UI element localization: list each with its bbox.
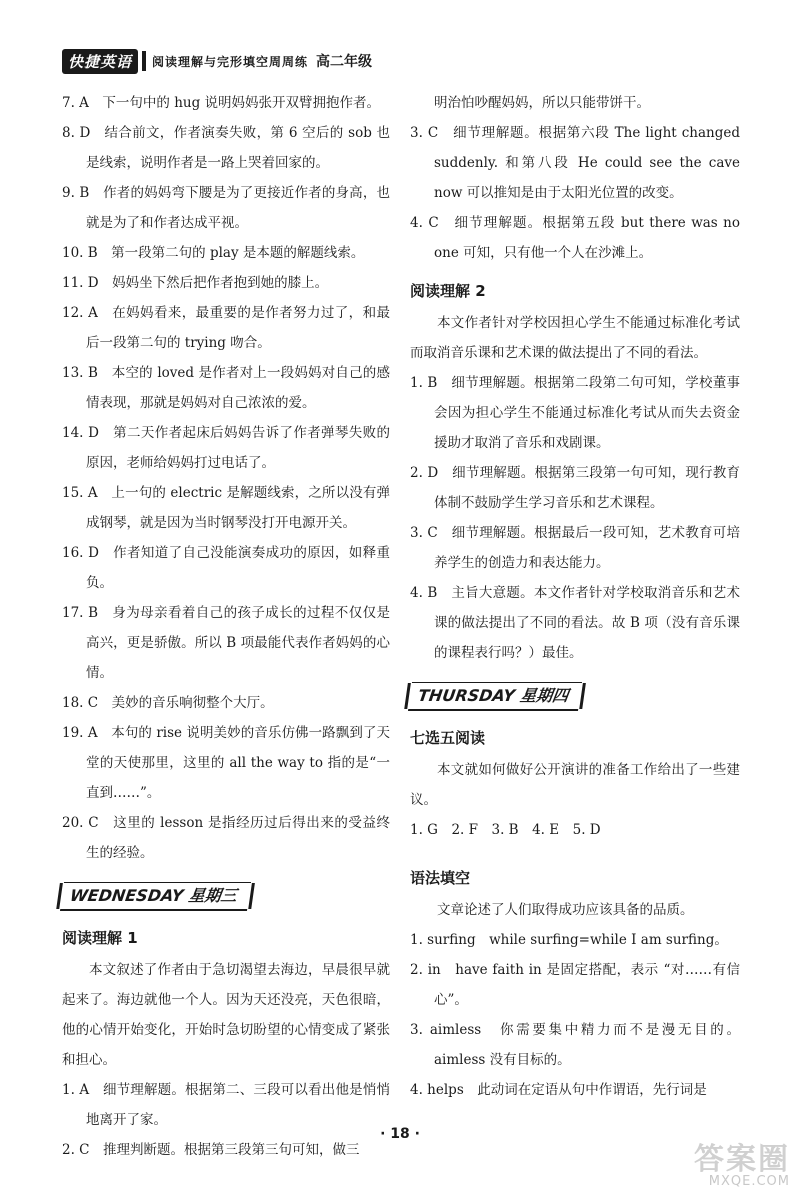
section-summary: 本文作者针对学校因担心学生不能通过标准化考试而取消音乐课和艺术课的做法提出了不同的看法。 — [410, 315, 740, 361]
answer-item: 3. C 细节理解题。根据第六段 The light changed suddenly. 和第八段 He could see the cave now 可以推知是由于太阳光位置的改变。 — [410, 125, 740, 201]
answer-item: 3. aimless 你需要集中精力而不是漫无目的。aimless 没有目标的。 — [410, 1022, 740, 1068]
answer-item: 1. A 细节理解题。根据第二、三段可以看出他是悄悄地离开了家。 — [62, 1082, 390, 1128]
answer-item: 1. B 细节理解题。根据第二段第二句可知，学校董事会因为担心学生不能通过标准化考试从而失去资金援助才取消了音乐和戏剧课。 — [410, 375, 740, 451]
brand-logo: 快捷英语 — [62, 49, 138, 74]
watermark-logo — [640, 1134, 790, 1194]
section-title: 阅读理解 1 — [62, 929, 138, 947]
answer-list-1 — [62, 88, 390, 868]
answer-item: 16. D 作者知道了自己没能演奏成功的原因，如释重负。 — [62, 545, 390, 591]
section-summary: 本文就如何做好公开演讲的准备工作给出了一些建议。 — [410, 762, 740, 808]
answer-item: 13. B 本空的 loved 是作者对上一段妈妈对自己的感情表现，那就是妈妈对自己浓浓的爱。 — [62, 365, 390, 411]
section-title: 阅读理解 2 — [410, 282, 486, 300]
section-title: 语法填空 — [410, 869, 471, 887]
right-column — [410, 88, 740, 1105]
answer-item: 1. surfing while surfing=while I am surfing。 — [410, 932, 728, 948]
continued-text: 明治怕吵醒妈妈，所以只能带饼干。 — [434, 95, 650, 111]
answer-item: 4. C 细节理解题。根据第五段 but there was no one 可知，只有他一个人在沙滩上。 — [410, 215, 740, 261]
page-number: · 18 · — [380, 1126, 420, 1142]
answer-key-line: 1. G 2. F 3. B 4. E 5. D — [410, 822, 601, 838]
answer-item: 2. D 细节理解题。根据第三段第一句可知，现行教育体制不鼓励学生学习音乐和艺术课程。 — [410, 465, 740, 511]
answer-item: 10. B 第一段第二句的 play 是本题的解题线索。 — [62, 245, 365, 261]
answer-item: 19. A 本句的 rise 说明美妙的音乐仿佛一路飘到了天堂的天使那里，这里的 all the way to 指的是“一直到……”。 — [62, 725, 390, 801]
answer-item: 4. B 主旨大意题。本文作者针对学校取消音乐和艺术课的做法提出了不同的看法。故 B 项（没有音乐课的课程表行吗？）最佳。 — [410, 585, 740, 661]
section-summary: 本文叙述了作者由于急切渴望去海边，早晨很早就起来了。海边就他一个人。因为天还没亮，天色很暗，他的心情开始变化，开始时急切盼望的心情变成了紧张和担心。 — [62, 962, 390, 1068]
answer-item: 2. in have faith in 是固定搭配，表示 “对……有信心”。 — [410, 962, 740, 1008]
page-header — [62, 48, 372, 74]
header-divider — [142, 51, 146, 71]
answer-item: 20. C 这里的 lesson 是指经历过后得出来的受益终生的经验。 — [62, 815, 390, 861]
grade-label: 高二年级 — [316, 54, 373, 70]
answer-item: 12. A 在妈妈看来，最重要的是作者努力过了，和最后一段第二句的 trying 吻合。 — [62, 305, 390, 351]
answer-item: 3. C 细节理解题。根据最后一段可知，艺术教育可培养学生的创造力和表达能力。 — [410, 525, 740, 571]
section-title: 七选五阅读 — [410, 729, 486, 747]
answer-item: 9. B 作者的妈妈弯下腰是为了更接近作者的身高，也就是为了和作者达成平视。 — [62, 185, 390, 231]
book-title: 阅读理解与完形填空周周练 — [152, 54, 309, 69]
day-banner-thursday: THURSDAY 星期四 — [408, 682, 582, 711]
answer-item: 11. D 妈妈坐下然后把作者抱到她的膝上。 — [62, 275, 329, 291]
answer-item: 8. D 结合前文，作者演奏失败，第 6 空后的 sob 也是线索，说明作者是一路上哭着回家的。 — [62, 125, 390, 171]
answer-item: 14. D 第二天作者起床后妈妈告诉了作者弹琴失败的原因，老师给妈妈打过电话了。 — [62, 425, 390, 471]
answer-item: 17. B 身为母亲看着自己的孩子成长的过程不仅仅是高兴，更是骄傲。所以 B 项最能代表作者妈妈的心情。 — [62, 605, 390, 681]
answer-item: 18. C 美妙的音乐响彻整个大厅。 — [62, 695, 274, 711]
left-column — [62, 88, 390, 1165]
answer-item: 2. C 推理判断题。根据第三段第三句可知，做三 — [62, 1142, 360, 1158]
day-banner-wednesday: WEDNESDAY 星期三 — [60, 882, 251, 911]
section-summary: 文章论述了人们取得成功应该具备的品质。 — [437, 902, 694, 918]
watermark-text: 答案圈 — [694, 1142, 790, 1177]
watermark-url: MXQE.COM — [708, 1174, 790, 1189]
answer-item: 4. helps 此动词在定语从句中作谓语，先行词是 — [410, 1082, 707, 1098]
answer-item: 15. A 上一句的 electric 是解题线索，之所以没有弹成钢琴，就是因为当时钢琴没打开电源开关。 — [62, 485, 390, 531]
answer-item: 7. A 下一句中的 hug 说明妈妈张开双臂拥抱作者。 — [62, 95, 381, 111]
